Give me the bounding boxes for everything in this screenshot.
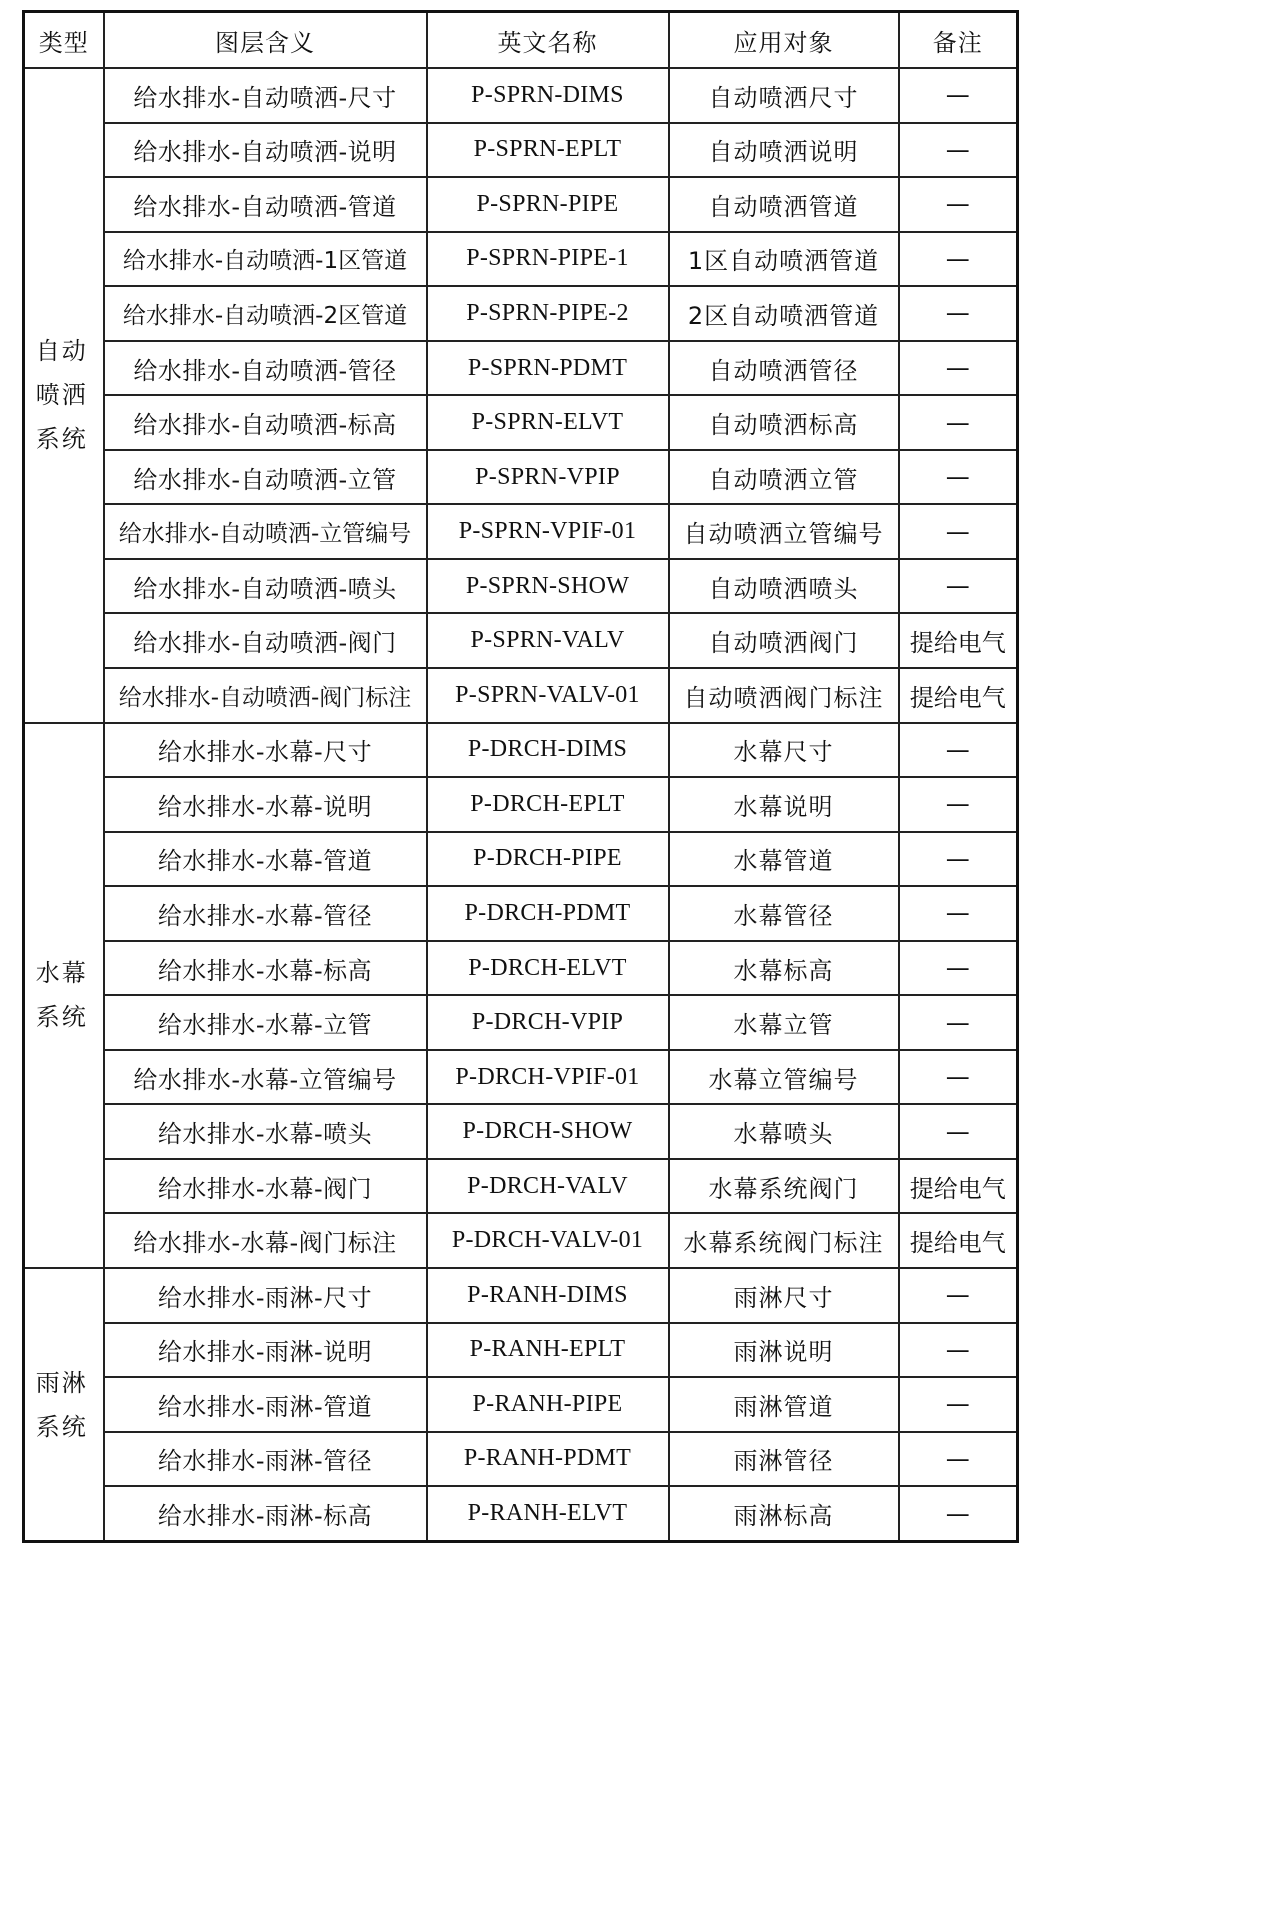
english-name-cell: P-DRCH-VALV: [427, 1159, 669, 1214]
remarks-cell: —: [899, 504, 1018, 559]
remarks-cell: —: [899, 832, 1018, 887]
application-object-cell: 自动喷洒喷头: [669, 559, 899, 614]
remarks-cell: —: [899, 232, 1018, 287]
layer-meaning-cell: 给水排水-水幕-管径: [104, 886, 427, 941]
application-object-cell: 水幕说明: [669, 777, 899, 832]
layer-meaning-cell: 给水排水-自动喷洒-管径: [104, 341, 427, 396]
table-row: [24, 395, 1018, 450]
remarks-cell: —: [899, 123, 1018, 178]
remarks-cell: 提给电气: [899, 668, 1018, 723]
remarks-cell: —: [899, 1104, 1018, 1159]
table-row: [24, 1486, 1018, 1541]
table-body: [24, 68, 1018, 1542]
remarks-cell: —: [899, 941, 1018, 996]
header-type: 类型: [24, 12, 104, 69]
layer-meaning-cell: 给水排水-自动喷洒-喷头: [104, 559, 427, 614]
remarks-cell: —: [899, 1323, 1018, 1378]
group-type-label: 水幕系统: [35, 959, 88, 1032]
remarks-cell: 提给电气: [899, 613, 1018, 668]
layer-meaning-cell: 给水排水-水幕-喷头: [104, 1104, 427, 1159]
layer-meaning-cell: 给水排水-自动喷洒-管道: [104, 177, 427, 232]
layer-meaning-cell: 给水排水-雨淋-管径: [104, 1432, 427, 1487]
english-name-cell: P-DRCH-EPLT: [427, 777, 669, 832]
table-row: [24, 777, 1018, 832]
english-name-cell: P-DRCH-VALV-01: [427, 1213, 669, 1268]
layer-meaning-cell: 给水排水-自动喷洒-标高: [104, 395, 427, 450]
application-object-cell: 水幕标高: [669, 941, 899, 996]
group-type-label: 雨淋系统: [35, 1368, 88, 1441]
group-type-cell-drencher: [24, 723, 104, 1268]
application-object-cell: 水幕系统阀门标注: [669, 1213, 899, 1268]
table-row: [24, 1323, 1018, 1378]
table-row: [24, 886, 1018, 941]
group-type-cell-deluge: [24, 1268, 104, 1541]
header-remarks: 备注: [899, 12, 1018, 69]
remarks-cell: —: [899, 559, 1018, 614]
table-row: [24, 995, 1018, 1050]
english-name-cell: P-RANH-ELVT: [427, 1486, 669, 1541]
english-name-cell: P-RANH-PDMT: [427, 1432, 669, 1487]
application-object-cell: 自动喷洒说明: [669, 123, 899, 178]
layer-meaning-cell: 给水排水-水幕-尺寸: [104, 723, 427, 778]
application-object-cell: 水幕立管: [669, 995, 899, 1050]
english-name-cell: P-SPRN-DIMS: [427, 68, 669, 123]
application-object-cell: 自动喷洒立管: [669, 450, 899, 505]
table-row: [24, 1213, 1018, 1268]
layer-meaning-cell: 给水排水-雨淋-说明: [104, 1323, 427, 1378]
application-object-cell: 水幕立管编号: [669, 1050, 899, 1105]
layer-meaning-cell: 给水排水-水幕-阀门标注: [104, 1213, 427, 1268]
table-row: [24, 1377, 1018, 1432]
table-row: [24, 177, 1018, 232]
application-object-cell: 自动喷洒阀门标注: [669, 668, 899, 723]
english-name-cell: P-SPRN-PIPE-1: [427, 232, 669, 287]
application-object-cell: 雨淋管径: [669, 1432, 899, 1487]
table-row: [24, 450, 1018, 505]
table-row: [24, 613, 1018, 668]
application-object-cell: 自动喷洒标高: [669, 395, 899, 450]
english-name-cell: P-RANH-DIMS: [427, 1268, 669, 1323]
application-object-cell: 水幕系统阀门: [669, 1159, 899, 1214]
english-name-cell: P-SPRN-VPIF-01: [427, 504, 669, 559]
english-name-cell: P-SPRN-VPIP: [427, 450, 669, 505]
table-row: [24, 723, 1018, 778]
remarks-cell: —: [899, 1050, 1018, 1105]
layer-meaning-cell: 给水排水-雨淋-标高: [104, 1486, 427, 1541]
table-row: [24, 504, 1018, 559]
layer-meaning-cell: 给水排水-自动喷洒-说明: [104, 123, 427, 178]
application-object-cell: 水幕管径: [669, 886, 899, 941]
application-object-cell: 自动喷洒阀门: [669, 613, 899, 668]
remarks-cell: —: [899, 723, 1018, 778]
remarks-cell: —: [899, 777, 1018, 832]
remarks-cell: —: [899, 450, 1018, 505]
english-name-cell: P-SPRN-PIPE: [427, 177, 669, 232]
header-application-object: 应用对象: [669, 12, 899, 69]
remarks-cell: —: [899, 177, 1018, 232]
english-name-cell: P-SPRN-ELVT: [427, 395, 669, 450]
english-name-cell: P-SPRN-SHOW: [427, 559, 669, 614]
header-layer-meaning: 图层含义: [104, 12, 427, 69]
table-row: [24, 1432, 1018, 1487]
table-row: [24, 1050, 1018, 1105]
english-name-cell: P-SPRN-PDMT: [427, 341, 669, 396]
table-header-row: [24, 12, 1018, 69]
layer-meaning-cell: 给水排水-水幕-立管编号: [104, 1050, 427, 1105]
english-name-cell: P-SPRN-VALV-01: [427, 668, 669, 723]
layer-meaning-cell: 给水排水-水幕-管道: [104, 832, 427, 887]
remarks-cell: —: [899, 341, 1018, 396]
layer-meaning-cell: 给水排水-水幕-说明: [104, 777, 427, 832]
english-name-cell: P-DRCH-DIMS: [427, 723, 669, 778]
english-name-cell: P-DRCH-PIPE: [427, 832, 669, 887]
header-english-name: 英文名称: [427, 12, 669, 69]
layer-meaning-cell: 给水排水-自动喷洒-立管: [104, 450, 427, 505]
english-name-cell: P-SPRN-VALV: [427, 613, 669, 668]
table-row: [24, 232, 1018, 287]
layer-meaning-cell: 给水排水-自动喷洒-2区管道: [104, 286, 427, 341]
remarks-cell: —: [899, 1486, 1018, 1541]
remarks-cell: 提给电气: [899, 1213, 1018, 1268]
table-row: [24, 668, 1018, 723]
table-row: [24, 123, 1018, 178]
application-object-cell: 水幕喷头: [669, 1104, 899, 1159]
english-name-cell: P-DRCH-SHOW: [427, 1104, 669, 1159]
application-object-cell: 水幕管道: [669, 832, 899, 887]
application-object-cell: 自动喷洒管道: [669, 177, 899, 232]
english-name-cell: P-DRCH-PDMT: [427, 886, 669, 941]
application-object-cell: 雨淋说明: [669, 1323, 899, 1378]
english-name-cell: P-SPRN-EPLT: [427, 123, 669, 178]
group-type-cell-auto-sprinkler: [24, 68, 104, 723]
remarks-cell: —: [899, 886, 1018, 941]
group-type-label: 自动喷洒系统: [35, 337, 88, 454]
table-row: [24, 286, 1018, 341]
remarks-cell: —: [899, 395, 1018, 450]
table-row: [24, 341, 1018, 396]
table-row: [24, 941, 1018, 996]
layer-meaning-cell: 给水排水-自动喷洒-尺寸: [104, 68, 427, 123]
remarks-cell: —: [899, 68, 1018, 123]
application-object-cell: 雨淋标高: [669, 1486, 899, 1541]
remarks-cell: 提给电气: [899, 1159, 1018, 1214]
layer-meaning-cell: 给水排水-水幕-标高: [104, 941, 427, 996]
application-object-cell: 自动喷洒立管编号: [669, 504, 899, 559]
application-object-cell: 1区自动喷洒管道: [669, 232, 899, 287]
layer-meaning-cell: 给水排水-雨淋-尺寸: [104, 1268, 427, 1323]
layer-meaning-cell: 给水排水-雨淋-管道: [104, 1377, 427, 1432]
english-name-cell: P-DRCH-VPIP: [427, 995, 669, 1050]
application-object-cell: 水幕尺寸: [669, 723, 899, 778]
table-row: [24, 559, 1018, 614]
application-object-cell: 2区自动喷洒管道: [669, 286, 899, 341]
layer-meaning-cell: 给水排水-自动喷洒-立管编号: [104, 504, 427, 559]
remarks-cell: —: [899, 286, 1018, 341]
application-object-cell: 自动喷洒管径: [669, 341, 899, 396]
english-name-cell: P-RANH-PIPE: [427, 1377, 669, 1432]
english-name-cell: P-DRCH-VPIF-01: [427, 1050, 669, 1105]
layer-meaning-cell: 给水排水-水幕-阀门: [104, 1159, 427, 1214]
layer-meaning-cell: 给水排水-水幕-立管: [104, 995, 427, 1050]
remarks-cell: —: [899, 995, 1018, 1050]
remarks-cell: —: [899, 1377, 1018, 1432]
english-name-cell: P-SPRN-PIPE-2: [427, 286, 669, 341]
layer-standards-table: [22, 10, 1019, 1543]
layer-meaning-cell: 给水排水-自动喷洒-阀门标注: [104, 668, 427, 723]
table-row: [24, 1104, 1018, 1159]
application-object-cell: 雨淋尺寸: [669, 1268, 899, 1323]
table-row: [24, 832, 1018, 887]
table-row: [24, 68, 1018, 123]
table-row: [24, 1268, 1018, 1323]
remarks-cell: —: [899, 1432, 1018, 1487]
english-name-cell: P-RANH-EPLT: [427, 1323, 669, 1378]
layer-meaning-cell: 给水排水-自动喷洒-阀门: [104, 613, 427, 668]
english-name-cell: P-DRCH-ELVT: [427, 941, 669, 996]
application-object-cell: 自动喷洒尺寸: [669, 68, 899, 123]
remarks-cell: —: [899, 1268, 1018, 1323]
layer-meaning-cell: 给水排水-自动喷洒-1区管道: [104, 232, 427, 287]
application-object-cell: 雨淋管道: [669, 1377, 899, 1432]
table-row: [24, 1159, 1018, 1214]
